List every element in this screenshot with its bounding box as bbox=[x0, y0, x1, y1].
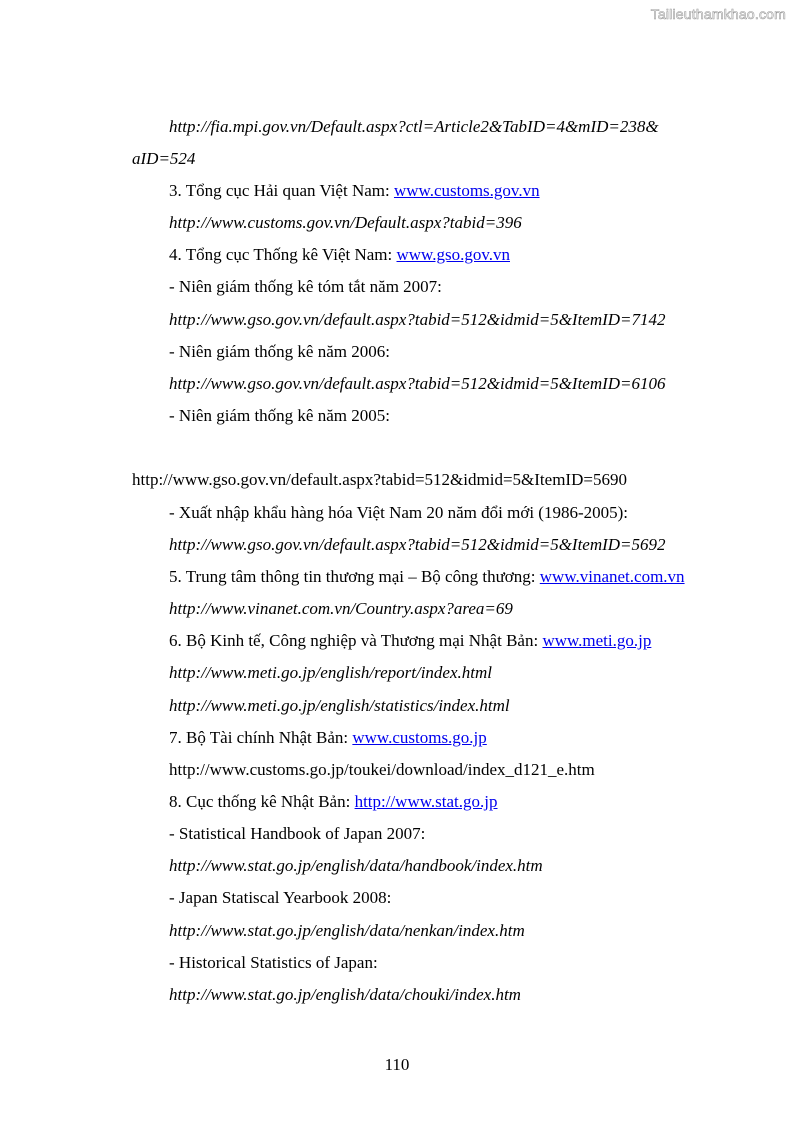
vinanet-link[interactable]: www.vinanet.com.vn bbox=[539, 567, 685, 586]
url-vinanet: http://www.vinanet.com.vn/Country.aspx?area=69 bbox=[169, 599, 513, 618]
ref-item-8 bbox=[169, 792, 498, 812]
url-gso-7142: http://www.gso.gov.vn/default.aspx?tabid=512&idmid=5&ItemID=7142 bbox=[169, 310, 666, 329]
url-gso-5690: http://www.gso.gov.vn/default.aspx?tabid=512&idmid=5&ItemID=5690 bbox=[132, 470, 627, 489]
url-customs-jp: http://www.customs.go.jp/toukei/download/index_d121_e.htm bbox=[169, 760, 595, 779]
url-stat-nenkan: http://www.stat.go.jp/english/data/nenkan/index.htm bbox=[169, 921, 525, 940]
ref-item-6 bbox=[169, 631, 651, 651]
url-stat-handbook: http://www.stat.go.jp/english/data/handbook/index.htm bbox=[169, 856, 543, 875]
ref-item-4-label: 4. Tổng cục Thống kê Việt Nam: bbox=[169, 245, 397, 264]
gso-yearbook-2005-label: - Niên giám thống kê năm 2005: bbox=[169, 406, 390, 425]
gso-yearbook-2006-label: - Niên giám thống kê năm 2006: bbox=[169, 342, 390, 361]
watermark-text: Tailieuthamkhao.com bbox=[650, 6, 786, 22]
customs-vn-link[interactable]: www.customs.gov.vn bbox=[393, 181, 540, 200]
customs-jp-link[interactable]: www.customs.go.jp bbox=[352, 728, 487, 747]
historical-label: - Historical Statistics of Japan: bbox=[169, 953, 378, 972]
ref-item-5 bbox=[169, 567, 685, 587]
ref-item-7 bbox=[169, 728, 487, 748]
url-fia-part2: aID=524 bbox=[132, 149, 196, 168]
ref-item-8-label: 8. Cục thống kê Nhật Bản: bbox=[169, 792, 355, 811]
url-stat-chouki: http://www.stat.go.jp/english/data/chouki/index.htm bbox=[169, 985, 521, 1004]
stat-jp-link[interactable]: http://www.stat.go.jp bbox=[354, 792, 498, 811]
gso-link[interactable]: www.gso.gov.vn bbox=[396, 245, 510, 264]
page-number: 110 bbox=[384, 1055, 410, 1074]
meti-link[interactable]: www.meti.go.jp bbox=[542, 631, 652, 650]
ref-item-5-label: 5. Trung tâm thông tin thương mại – Bộ công thương: bbox=[169, 567, 540, 586]
gso-trade-label: - Xuất nhập khẩu hàng hóa Việt Nam 20 năm đổi mới (1986-2005): bbox=[169, 503, 629, 522]
url-gso-5692: http://www.gso.gov.vn/default.aspx?tabid=512&idmid=5&ItemID=5692 bbox=[169, 535, 666, 554]
gso-yearbook-2007-label: - Niên giám thống kê tóm tắt năm 2007: bbox=[169, 277, 442, 296]
ref-item-3-label: 3. Tổng cục Hải quan Việt Nam: bbox=[169, 181, 394, 200]
handbook-label: - Statistical Handbook of Japan 2007: bbox=[169, 824, 426, 843]
url-gso-6106: http://www.gso.gov.vn/default.aspx?tabid=512&idmid=5&ItemID=6106 bbox=[169, 374, 666, 393]
yearbook-label: - Japan Statiscal Yearbook 2008: bbox=[169, 888, 392, 907]
url-meti-statistics: http://www.meti.go.jp/english/statistics/index.html bbox=[169, 696, 510, 715]
ref-item-7-label: 7. Bộ Tài chính Nhật Bản: bbox=[169, 728, 353, 747]
url-customs-vn: http://www.customs.gov.vn/Default.aspx?tabid=396 bbox=[169, 213, 522, 232]
ref-item-3 bbox=[169, 181, 540, 201]
ref-item-4 bbox=[169, 245, 510, 265]
url-fia-part1: http://fia.mpi.gov.vn/Default.aspx?ctl=Article2&TabID=4&mID=238& bbox=[169, 117, 659, 136]
url-meti-report: http://www.meti.go.jp/english/report/index.html bbox=[169, 663, 492, 682]
ref-item-6-label: 6. Bộ Kinh tế, Công nghiệp và Thương mại Nhật Bản: bbox=[169, 631, 543, 650]
